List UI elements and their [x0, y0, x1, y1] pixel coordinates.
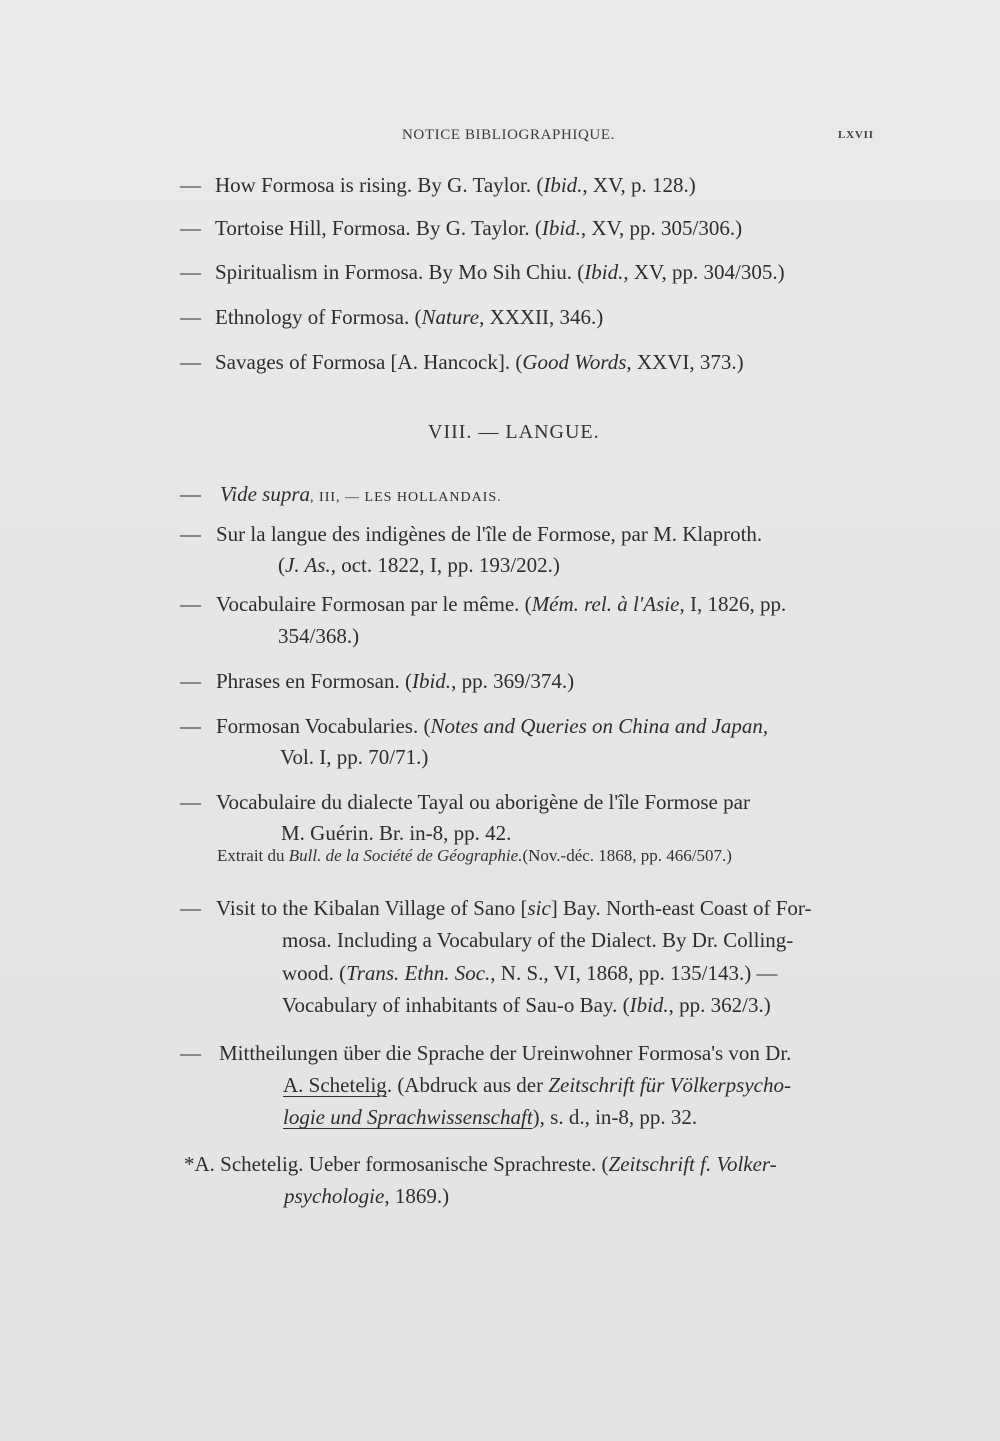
entry-subtitle: Vocabulary of inhabitants of Sau-o Bay. (	[282, 993, 630, 1017]
entry-title: Phrases en Formosan. (	[216, 669, 412, 693]
entry-title: Tortoise Hill, Formosa. By G. Taylor.	[215, 216, 535, 240]
entry-dash: —	[180, 669, 201, 693]
entry-author: A. Schetelig	[283, 1073, 387, 1097]
entry-line-2: mosa. Including a Vocabulary of the Dialect. By Dr. Colling-	[282, 928, 794, 952]
entry-line-2: 354/368.)	[278, 624, 360, 648]
entry-reference: , III, — LES HOLLANDAIS.	[310, 490, 502, 505]
entry-line-4	[282, 986, 771, 1024]
entry-citation: , 1869.)	[384, 1184, 450, 1208]
entry-line-1	[216, 662, 574, 700]
entry-line-1: Vocabulaire du dialecte Tayal ou aborigène de l'île Formose par	[216, 790, 750, 814]
entry-dash: —	[180, 216, 201, 240]
entry-source: Notes and Queries on China and Japan,	[430, 714, 769, 738]
entry-dash: —	[180, 1041, 201, 1065]
entry-line-1: Sur la langue des indigènes de l'île de Formose, par M. Klaproth.	[216, 522, 763, 546]
entry-dash: —	[180, 714, 201, 738]
entry-text: Savages of Formosa [A. Hancock]. (Good Words, XXVI, 373.)	[215, 350, 744, 374]
entry-citation: ), s. d., in-8, pp. 32.	[532, 1105, 698, 1129]
entry-title: How Formosa is rising. By G. Taylor.	[215, 173, 537, 197]
entry-source: Ibid.	[629, 993, 669, 1017]
entry-title: Formosan Vocabularies. (	[216, 714, 431, 738]
note-source: Bull. de la Société de Géographie.	[288, 846, 523, 865]
note-prefix: Extrait du	[217, 846, 289, 865]
entry-dash: —	[180, 592, 201, 616]
entry-title-cont: ] Bay. North-east Coast of For-	[550, 896, 812, 920]
entry-source: logie und Sprachwissenschaft	[283, 1105, 533, 1129]
entry-source: Good Words	[522, 350, 627, 374]
entry-italic: Vide supra	[220, 482, 311, 506]
entry-line-2	[284, 1177, 449, 1215]
note-citation: (Nov.-déc. 1868, pp. 466/507.)	[522, 846, 732, 865]
entry-text: How Formosa is rising. By G. Taylor. (Ibid., XV, p. 128.)	[215, 173, 696, 197]
entry-author: wood. (	[282, 961, 347, 985]
entry-line-2: (J. As., oct. 1822, I, pp. 193/202.)	[278, 553, 560, 577]
section-heading: VIII. — LANGUE.	[428, 421, 600, 443]
running-header	[0, 124, 1000, 148]
entry-source: psychologie	[284, 1184, 385, 1208]
entry-source: Ibid.	[584, 260, 624, 284]
entry-text: Ethnology of Formosa. (Nature, XXXII, 346.)	[215, 305, 604, 329]
entry-line-2: Vol. I, pp. 70/71.)	[280, 745, 429, 769]
entry-title: Visit to the Kibalan Village of Sano [	[216, 896, 528, 920]
entry-title: Vocabulaire Formosan par le même. (	[216, 592, 532, 616]
entry-sic: sic	[527, 896, 551, 920]
entry-source: Ibid.	[541, 216, 581, 240]
entry-source: Mém. rel. à l'Asie	[531, 592, 680, 616]
entry-dash: —	[180, 522, 201, 546]
entry-source: Zeitschrift für Völkerpsycho-	[548, 1073, 791, 1097]
entry-citation: , pp. 362/3.)	[668, 993, 771, 1017]
entry-text: . (Abdruck aus der	[386, 1073, 549, 1097]
entry-source: Nature	[421, 305, 480, 329]
entry-dash: —	[180, 173, 201, 197]
extract-note	[217, 846, 732, 866]
entry-source: Zeitschrift f. Volker-	[608, 1152, 777, 1176]
entry-dash: —	[180, 305, 201, 329]
entry-dash: —	[180, 896, 201, 920]
entry-text	[220, 475, 502, 517]
entry-line-1: Mittheilungen über die Sprache der Ureinwohner Formosa's von Dr.	[219, 1041, 792, 1065]
entry-title: Ethnology of Formosa.	[215, 305, 415, 329]
entry-citation: , XV, pp. 305/306.)	[580, 216, 743, 240]
entry-source: J. As.	[285, 553, 331, 577]
entry-citation: , XV, p. 128.)	[582, 173, 696, 197]
entry-citation: , XXVI, 373.)	[626, 350, 744, 374]
entry-dash: —	[180, 260, 201, 284]
header-title: NOTICE BIBLIOGRAPHIQUE.	[402, 127, 615, 143]
entry-citation: , I, 1826, pp.	[679, 592, 787, 616]
entry-text: Spiritualism in Formosa. By Mo Sih Chiu. (Ibid., XV, pp. 304/305.)	[215, 260, 785, 284]
entry-dash: —	[180, 350, 201, 374]
entry-title: Savages of Formosa [A. Hancock].	[215, 350, 516, 374]
entry-line-2: M. Guérin. Br. in-8, pp. 42.	[281, 821, 512, 845]
entry-dash: —	[180, 482, 201, 506]
entry-text: Tortoise Hill, Formosa. By G. Taylor. (Ibid., XV, pp. 305/306.)	[215, 216, 743, 240]
entry-citation: , XV, pp. 304/305.)	[623, 260, 785, 284]
entry-source: Trans. Ethn. Soc.	[346, 961, 491, 985]
entry-citation: , oct. 1822, I, pp. 193/202.)	[330, 553, 560, 577]
page-number: LXVII	[838, 129, 874, 141]
entry-dash: —	[180, 790, 201, 814]
entry-source: Ibid.	[543, 173, 583, 197]
entry-title: *A. Schetelig. Ueber formosanische Sprachreste. (	[184, 1152, 609, 1176]
entry-line-1	[184, 1145, 777, 1183]
entry-citation: , XXXII, 346.)	[479, 305, 604, 329]
entry-title: Spiritualism in Formosa. By Mo Sih Chiu.	[215, 260, 578, 284]
entry-citation: , pp. 369/374.)	[451, 669, 575, 693]
entry-line-3	[283, 1098, 697, 1136]
entry-citation: , N. S., VI, 1868, pp. 135/143.) —	[490, 961, 778, 985]
entry-source: Ibid.	[411, 669, 452, 693]
